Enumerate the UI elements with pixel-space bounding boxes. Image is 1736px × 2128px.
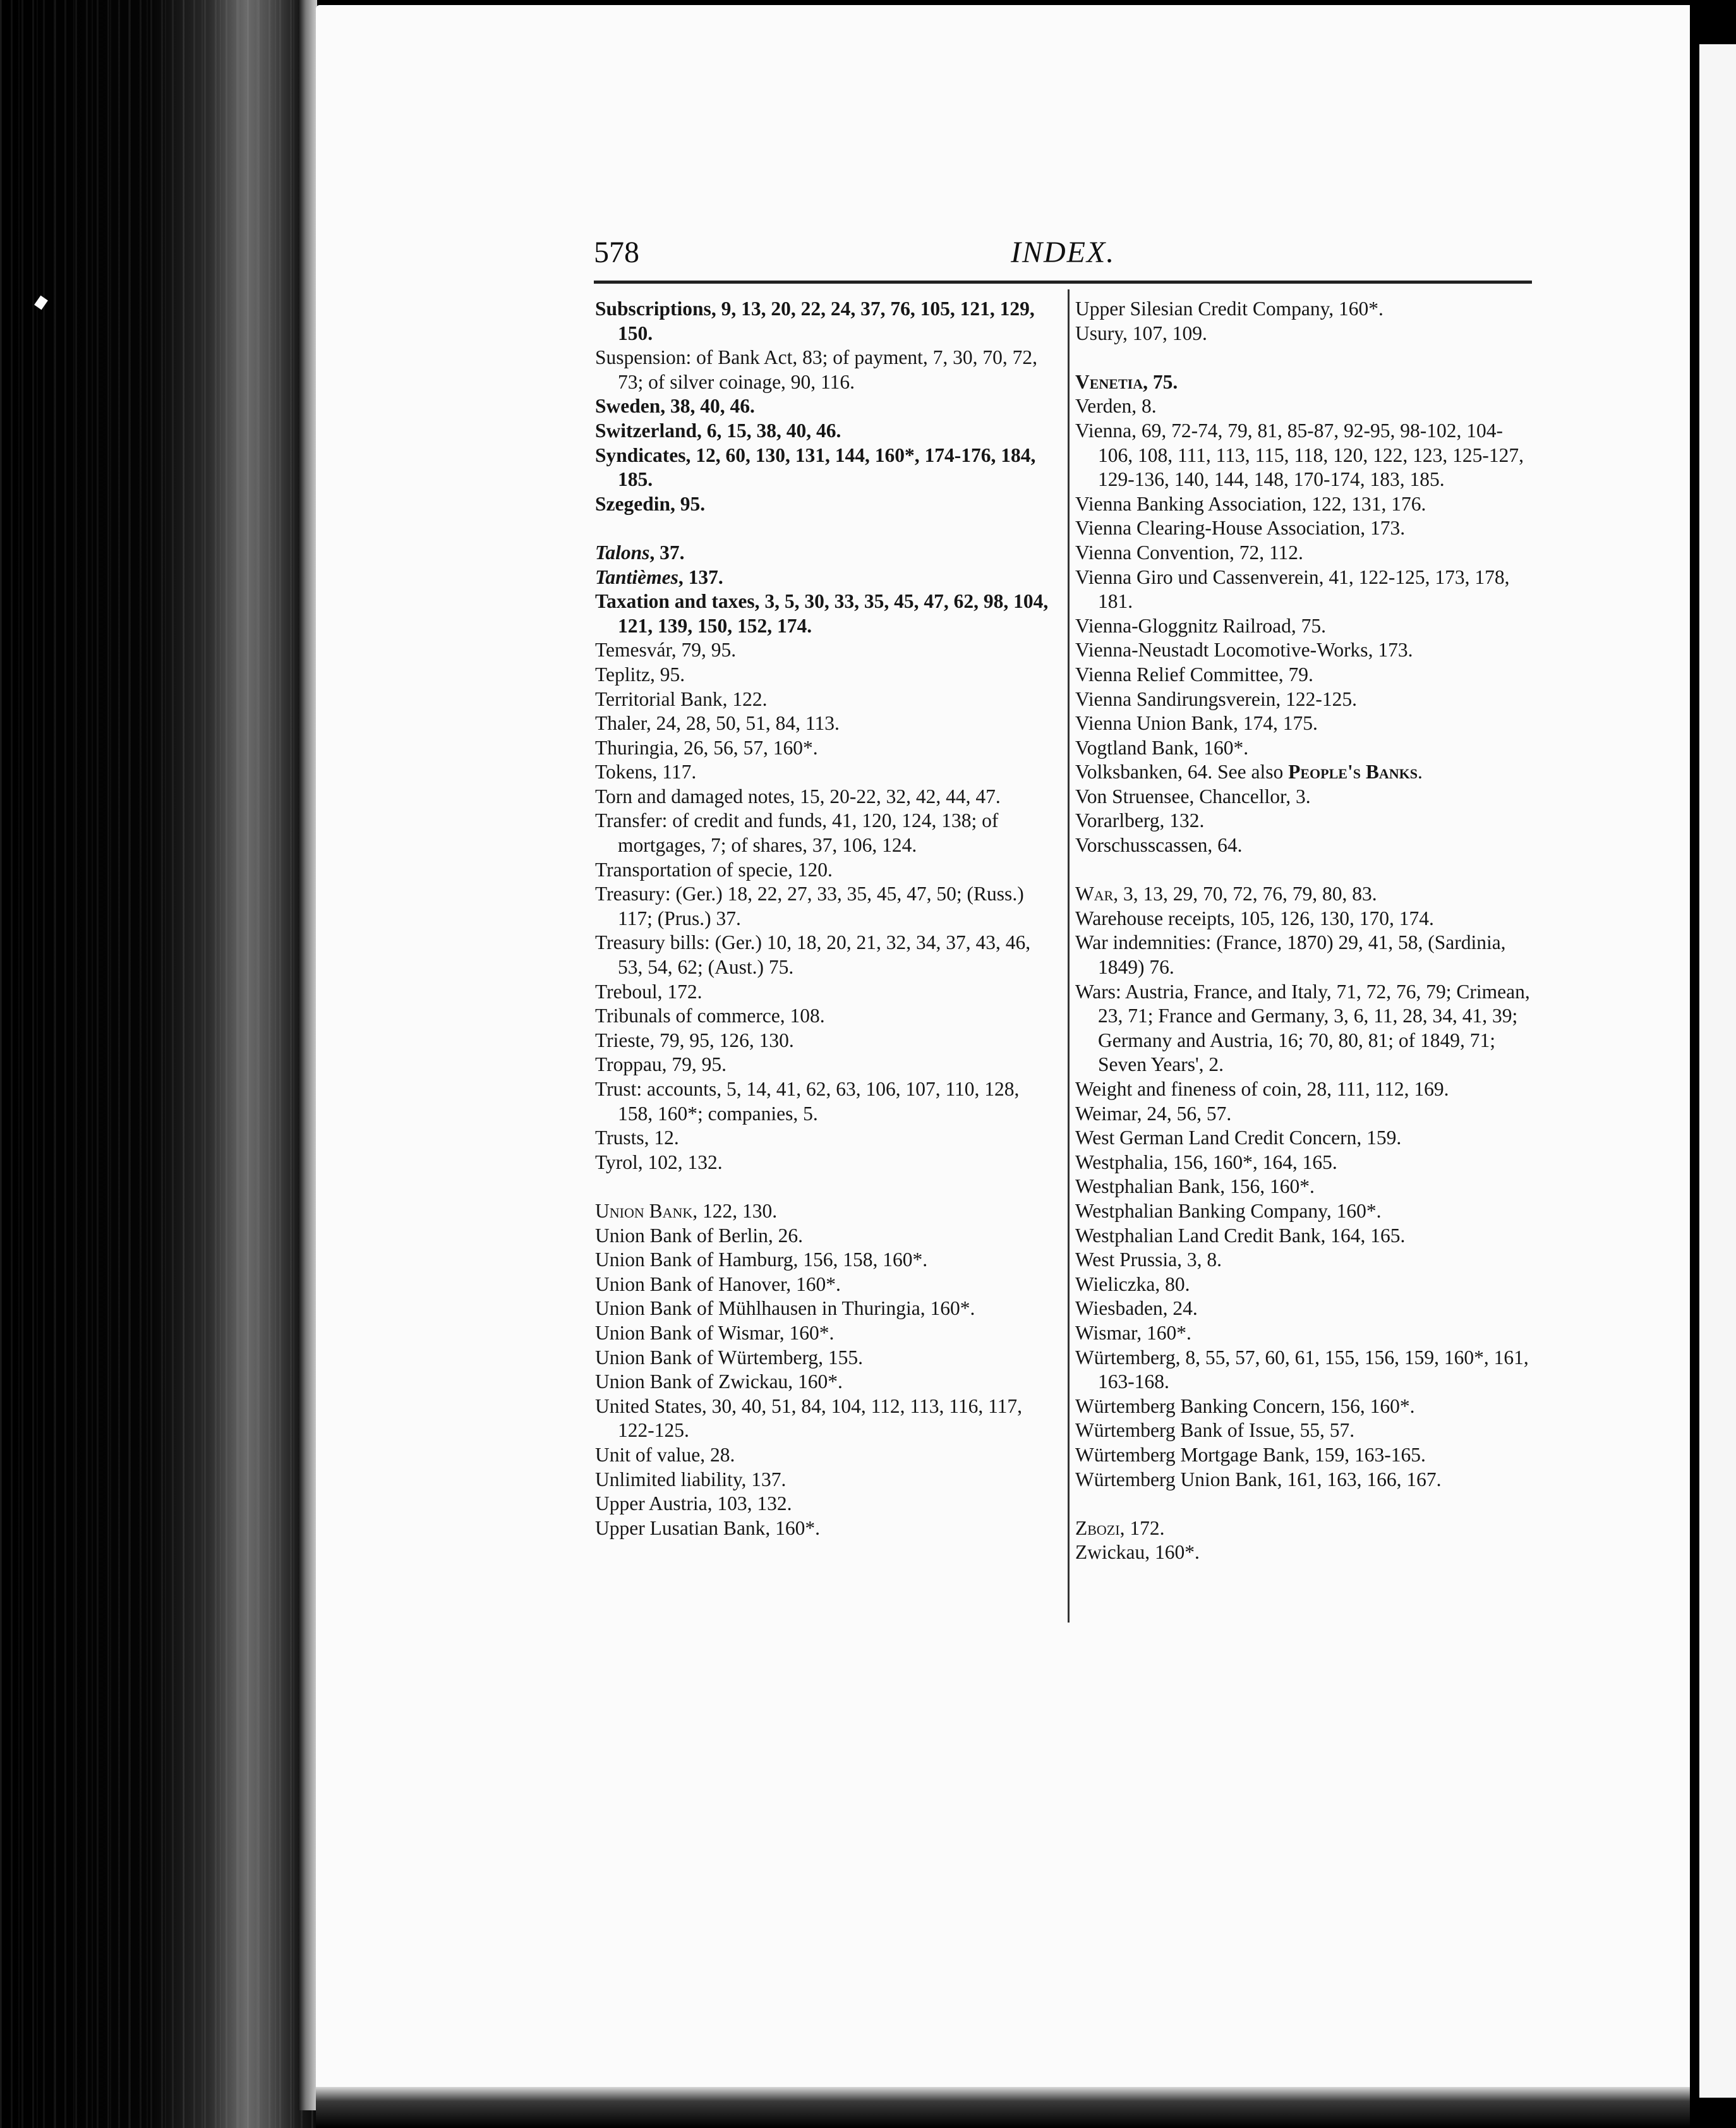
section-gap: [1075, 858, 1536, 883]
index-entry-pages: .: [1417, 761, 1423, 783]
index-entry-pages: , 172.: [1119, 1516, 1165, 1539]
index-entry: [595, 541, 1053, 565]
index-entry: Tokens, 117.: [595, 761, 697, 783]
index-entry: Union Bank of Hamburg, 156, 158, 160*.: [595, 1248, 928, 1271]
index-entry: Transfer: of credit and funds, 41, 120, 124, 138; of mortgages, 7; of shares, 37, 106, 124.: [595, 809, 999, 857]
index-entry-pages: , 37.: [649, 541, 685, 564]
index-term-italic: Talons: [595, 541, 650, 564]
index-entry: Vienna Sandirungsverein, 122-125.: [1075, 687, 1358, 710]
index-entry: Upper Lusatian Bank, 160*.: [595, 1516, 821, 1539]
index-entry: Union Bank of Wismar, 160*.: [595, 1321, 835, 1344]
index-entry: Vienna Relief Committee, 79.: [1075, 663, 1313, 686]
index-entry: Troppau, 79, 95.: [595, 1053, 726, 1076]
section-gap: [595, 1175, 1053, 1199]
index-entry: Verden, 8.: [1075, 395, 1157, 418]
index-term-small-caps: War: [1075, 883, 1114, 905]
index-entry: Trust: accounts, 5, 14, 41, 62, 63, 106, 107, 110, 128, 158, 160*; companies, 5.: [595, 1078, 1020, 1125]
index-entry: Weimar, 24, 56, 57.: [1075, 1102, 1232, 1125]
index-entry: Vienna Banking Association, 122, 131, 176.: [1075, 492, 1426, 515]
index-term-small-caps: Zbozi: [1075, 1516, 1120, 1539]
index-entry: Würtemberg, 8, 55, 57, 60, 61, 155, 156, 159, 160*, 161, 163-168.: [1075, 1346, 1529, 1393]
index-column-right: [1075, 297, 1536, 1565]
page-header: [594, 235, 1532, 281]
index-entry: Upper Austria, 103, 132.: [595, 1492, 792, 1515]
index-column-left: [595, 297, 1053, 1540]
index-entry: Union Bank of Hanover, 160*.: [595, 1273, 841, 1295]
index-entry: Torn and damaged notes, 15, 20-22, 32, 42, 44, 47.: [595, 785, 1001, 807]
index-entry: Vienna-Neustadt Locomotive-Works, 173.: [1075, 639, 1413, 662]
header-rule: [594, 281, 1532, 284]
index-entry: West Prussia, 3, 8.: [1075, 1248, 1222, 1271]
index-entry: War indemnities: (France, 1870) 29, 41, 58, (Sardinia, 1849) 76.: [1075, 931, 1506, 979]
index-entry: Warehouse receipts, 105, 126, 130, 170, 174.: [1075, 907, 1434, 929]
index-entry: Würtemberg Bank of Issue, 55, 57.: [1075, 1419, 1355, 1442]
index-entry: Würtemberg Banking Concern, 156, 160*.: [1075, 1394, 1415, 1417]
index-entry: Vienna-Gloggnitz Railroad, 75.: [1075, 614, 1327, 637]
section-gap: [1075, 346, 1536, 370]
index-entry: Wieliczka, 80.: [1075, 1273, 1190, 1295]
running-title: INDEX.: [1011, 236, 1116, 269]
index-entry: Union Bank of Mühlhausen in Thuringia, 160*.: [595, 1297, 975, 1320]
index-entry: Treasury: (Ger.) 18, 22, 27, 33, 35, 45, 47, 50; (Russ.) 117; (Prus.) 37.: [595, 883, 1024, 929]
index-entry: [1075, 882, 1536, 907]
index-term-small-caps: Venetia: [1075, 370, 1143, 393]
index-entry: Sweden, 38, 40, 46.: [595, 395, 755, 418]
index-entry: Westphalian Bank, 156, 160*.: [1075, 1175, 1315, 1198]
index-entry: Weight and fineness of coin, 28, 111, 112, 169.: [1075, 1078, 1449, 1100]
index-entry: Temesvár, 79, 95.: [595, 639, 737, 662]
index-entry: Switzerland, 6, 15, 38, 40, 46.: [595, 419, 841, 442]
index-entry: Vienna Convention, 72, 112.: [1075, 541, 1303, 564]
index-term-small-caps: Union Bank: [595, 1199, 693, 1222]
index-entry: Vienna Union Bank, 174, 175.: [1075, 712, 1318, 735]
page-bottom-shadow: [316, 2087, 1690, 2128]
index-entry-pages: , 3, 13, 29, 70, 72, 76, 79, 80, 83.: [1113, 883, 1377, 905]
index-entry: Vorschusscassen, 64.: [1075, 834, 1243, 857]
index-entry: Upper Silesian Credit Company, 160*.: [1075, 298, 1383, 320]
index-entry: United States, 30, 40, 51, 84, 104, 112, 113, 116, 117, 122-125.: [595, 1394, 1023, 1442]
index-entry: Subscriptions, 9, 13, 20, 22, 24, 37, 76, 105, 121, 129, 150.: [595, 298, 1035, 344]
index-entry-text: Volksbanken, 64. See also: [1075, 761, 1289, 783]
index-entry: Union Bank of Würtemberg, 155.: [595, 1346, 864, 1369]
index-entry: Unlimited liability, 137.: [595, 1468, 787, 1490]
index-entry: Vienna, 69, 72-74, 79, 81, 85-87, 92-95, 98-102, 104-106, 108, 111, 113, 115, 118, 120, 122, 123, 125-127, 129-136, 140, 144, 148, 170-174, 183, 185.: [1075, 419, 1524, 491]
index-entry: [1075, 370, 1536, 395]
index-term-italic: Tantièmes: [595, 565, 678, 588]
section-gap: [595, 516, 1053, 541]
index-entry: Unit of value, 28.: [595, 1443, 735, 1466]
index-entry: Union Bank of Berlin, 26.: [595, 1224, 803, 1247]
column-divider: [1068, 289, 1070, 1623]
index-entry: Teplitz, 95.: [595, 663, 685, 686]
index-entry: Trieste, 79, 95, 126, 130.: [595, 1029, 794, 1051]
index-entry: Tribunals of commerce, 108.: [595, 1005, 825, 1027]
index-entry: Szegedin, 95.: [595, 492, 706, 515]
index-entry: Westphalia, 156, 160*, 164, 165.: [1075, 1151, 1337, 1173]
index-entry: Wismar, 160*.: [1075, 1321, 1191, 1344]
index-entry: Usury, 107, 109.: [1075, 322, 1207, 344]
index-entry: Syndicates, 12, 60, 130, 131, 144, 160*, 174-176, 184, 185.: [595, 444, 1036, 491]
cross-reference: People's Banks: [1288, 761, 1418, 783]
index-entry-pages: , 75.: [1143, 370, 1178, 393]
index-entry-pages: , 137.: [678, 565, 723, 588]
index-entry: Treasury bills: (Ger.) 10, 18, 20, 21, 32, 34, 37, 43, 46, 53, 54, 62; (Aust.) 75.: [595, 931, 1031, 979]
index-entry: Territorial Bank, 122.: [595, 687, 768, 710]
adjacent-page-edge: [1699, 44, 1736, 2098]
index-entry-pages: , 122, 130.: [692, 1199, 778, 1222]
index-entry: Tyrol, 102, 132.: [595, 1151, 723, 1173]
index-entry: Westphalian Banking Company, 160*.: [1075, 1199, 1382, 1222]
index-entry: Trusts, 12.: [595, 1127, 679, 1149]
index-entry: Vorarlberg, 132.: [1075, 809, 1205, 832]
index-entry: Thaler, 24, 28, 50, 51, 84, 113.: [595, 712, 840, 735]
index-entry: [595, 1199, 1053, 1224]
index-entry: Würtemberg Mortgage Bank, 159, 163-165.: [1075, 1443, 1426, 1466]
index-entry: Zwickau, 160*.: [1075, 1541, 1200, 1564]
index-entry: Vienna Clearing-House Association, 173.: [1075, 517, 1406, 540]
index-entry: West German Land Credit Concern, 159.: [1075, 1127, 1402, 1149]
index-entry: [595, 565, 1053, 590]
index-entry: [1075, 760, 1536, 785]
index-entry: Westphalian Land Credit Bank, 164, 165.: [1075, 1224, 1406, 1247]
index-entry: Thuringia, 26, 56, 57, 160*.: [595, 736, 818, 759]
page-number: 578: [594, 236, 639, 269]
index-entry: Vienna Giro und Cassenverein, 41, 122-125, 173, 178, 181.: [1075, 565, 1510, 613]
book-spine: [0, 0, 316, 2128]
index-entry: Treboul, 172.: [595, 980, 702, 1003]
index-entry: Vogtland Bank, 160*.: [1075, 736, 1249, 759]
index-entry: Von Struensee, Chancellor, 3.: [1075, 785, 1311, 807]
index-entry: Union Bank of Zwickau, 160*.: [595, 1370, 843, 1393]
index-entry: Wars: Austria, France, and Italy, 71, 72, 76, 79; Crimean, 23, 71; France and Germany, 3, 6, 11, 28, 34, 41, 39; Germany and Austria, 16; 70, 80, 81; of 1849, 71; Seven Years', 2.: [1075, 980, 1530, 1076]
index-entry: Transportation of specie, 120.: [595, 858, 833, 881]
index-entry: Würtemberg Union Bank, 161, 163, 166, 167.: [1075, 1468, 1442, 1490]
section-gap: [1075, 1492, 1536, 1516]
index-entry: Suspension: of Bank Act, 83; of payment, 7, 30, 70, 72, 73; of silver coinage, 90, 116.: [595, 346, 1037, 393]
page-gutter-edge: [298, 0, 317, 2110]
index-entry: Taxation and taxes, 3, 5, 30, 33, 35, 45, 47, 62, 98, 104, 121, 139, 150, 152, 174.: [595, 590, 1049, 637]
index-entry: [1075, 1516, 1536, 1541]
index-entry: Wiesbaden, 24.: [1075, 1297, 1198, 1320]
